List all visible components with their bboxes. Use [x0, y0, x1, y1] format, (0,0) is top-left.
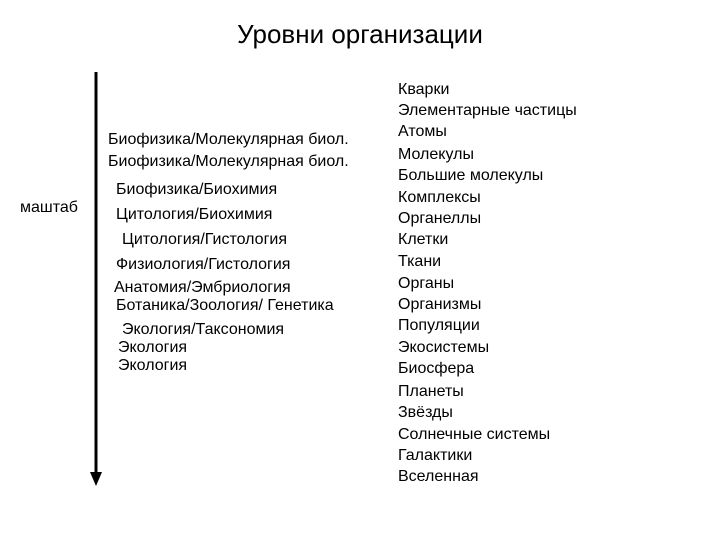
level-item: Кварки — [398, 81, 450, 98]
level-item: Органы — [398, 275, 455, 292]
level-item: Звёзды — [398, 404, 453, 421]
level-item: Элементарные частицы — [398, 102, 577, 119]
science-item: Физиология/Гистология — [116, 256, 291, 273]
level-item: Атомы — [398, 123, 447, 140]
page-title: Уровни организации — [237, 19, 483, 49]
level-item: Клетки — [398, 231, 449, 248]
scale-axis-label: маштаб — [20, 199, 78, 216]
science-item: Экология — [118, 339, 188, 356]
science-item: Цитология/Биохимия — [116, 206, 273, 223]
level-item: Экосистемы — [398, 339, 490, 356]
science-item: Цитология/Гистология — [122, 231, 288, 248]
level-item: Популяции — [398, 317, 480, 334]
level-item: Молекулы — [398, 146, 474, 163]
level-item: Организмы — [398, 296, 482, 313]
science-item: Экология — [118, 357, 188, 374]
level-item: Большие молекулы — [398, 167, 544, 184]
science-item: Ботаника/Зоология/ Генетика — [116, 297, 334, 314]
science-item: Анатомия/Эмбриология — [114, 279, 291, 296]
level-item: Органеллы — [398, 210, 482, 227]
level-item: Планеты — [398, 383, 464, 400]
level-item: Ткани — [398, 253, 442, 270]
level-item: Солнечные системы — [398, 426, 551, 443]
level-item: Вселенная — [398, 468, 479, 485]
science-item: Биофизика/Молекулярная биол. — [108, 131, 349, 148]
level-item: Комплексы — [398, 189, 481, 206]
science-item: Экология/Таксономия — [122, 321, 285, 338]
level-item: Биосфера — [398, 360, 475, 377]
science-item: Биофизика/Биохимия — [116, 181, 278, 198]
level-item: Галактики — [398, 447, 473, 464]
science-item: Биофизика/Молекулярная биол. — [108, 153, 349, 170]
scale-axis-arrowhead — [90, 472, 102, 486]
